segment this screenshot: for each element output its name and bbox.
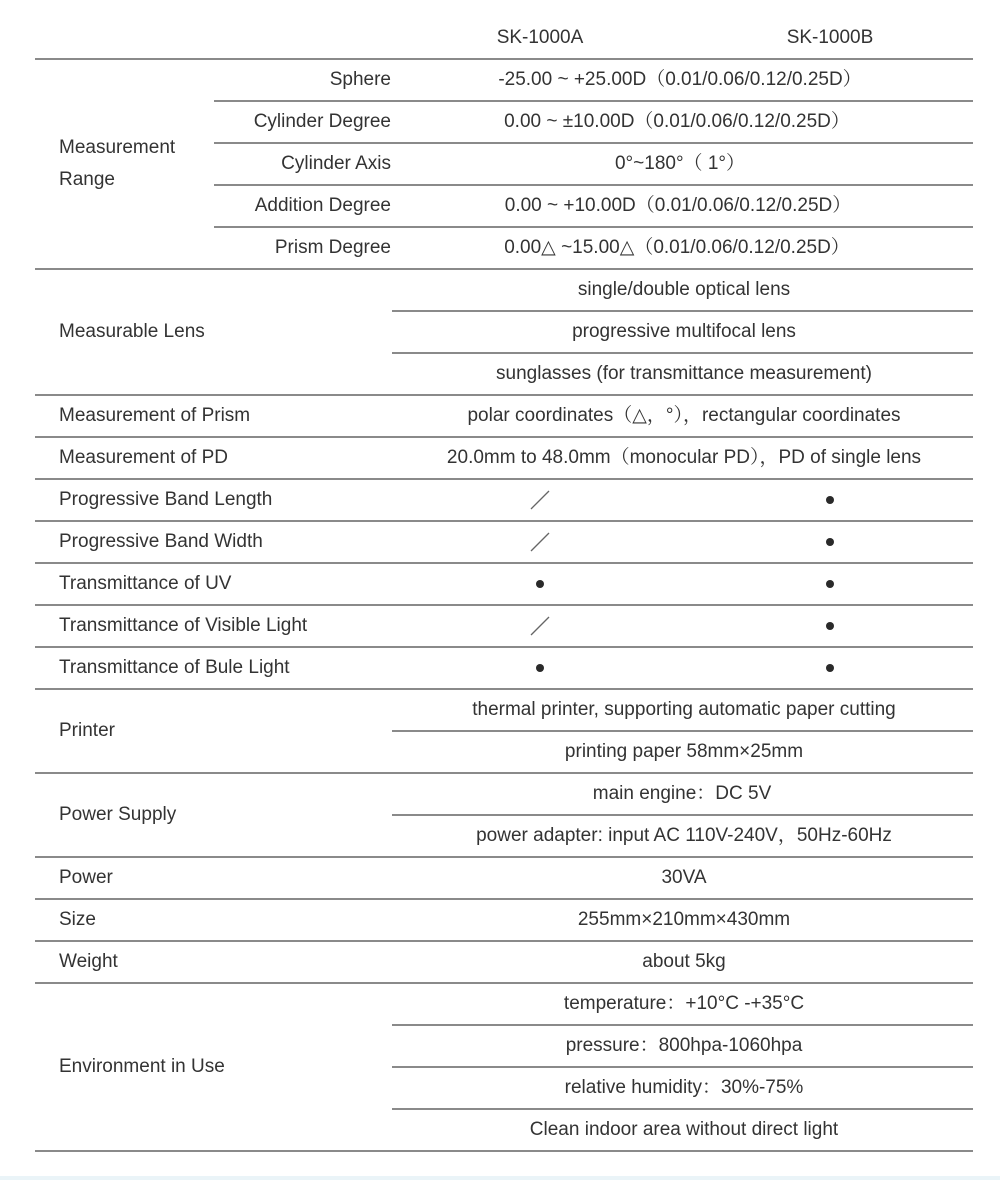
filled-dot-icon xyxy=(826,496,834,504)
rule xyxy=(392,1066,973,1068)
feature-label: Transmittance of Bule Light xyxy=(59,657,290,678)
rule xyxy=(392,814,973,816)
feature-label: Transmittance of UV xyxy=(59,573,232,594)
weight-label: Weight xyxy=(59,951,118,972)
rule xyxy=(35,856,973,858)
prism-value: polar coordinates（△，°），rectangular coordinates xyxy=(467,405,901,426)
value-sphere: -25.00 ~ +25.00D（0.01/0.06/0.12/0.25D） xyxy=(498,69,862,90)
rule xyxy=(392,352,973,354)
pd-label: Measurement of PD xyxy=(59,447,228,468)
filled-dot-icon xyxy=(826,538,834,546)
filled-dot-icon xyxy=(826,580,834,588)
rule xyxy=(214,142,973,144)
feature-label: Progressive Band Width xyxy=(59,531,263,552)
feature-label: Progressive Band Length xyxy=(59,489,273,510)
pd-value: 20.0mm to 48.0mm（monocular PD），PD of single lens xyxy=(446,447,922,468)
rule xyxy=(35,898,973,900)
param-addition-degree: Addition Degree xyxy=(254,195,391,216)
slash-icon xyxy=(528,488,552,512)
weight-value: about 5kg xyxy=(642,951,726,972)
rule xyxy=(35,688,973,690)
slash-icon xyxy=(528,530,552,554)
slash-icon xyxy=(528,614,552,638)
rule xyxy=(35,478,973,480)
filled-dot-icon xyxy=(536,580,544,588)
power-value: 30VA xyxy=(661,867,707,888)
rule xyxy=(214,226,973,228)
header-model-b: SK-1000B xyxy=(786,27,874,48)
power-supply-value: main engine：DC 5V xyxy=(592,783,772,804)
environment-value: Clean indoor area without direct light xyxy=(529,1119,839,1140)
printer-label: Printer xyxy=(59,720,115,741)
filled-dot-icon xyxy=(536,664,544,672)
rule xyxy=(214,184,973,186)
filled-dot-icon xyxy=(826,622,834,630)
rule xyxy=(392,1024,973,1026)
measurable-lens-value: sunglasses (for transmittance measurement) xyxy=(496,363,872,384)
rule xyxy=(35,58,973,60)
measurement-range-label: Measurement Range xyxy=(59,137,176,190)
rule xyxy=(35,268,973,270)
measurable-lens-label: Measurable Lens xyxy=(59,321,205,342)
rule xyxy=(35,982,973,984)
environment-value: pressure：800hpa-1060hpa xyxy=(565,1035,803,1056)
measurable-lens-value: progressive multifocal lens xyxy=(572,321,796,342)
value-prism-degree: 0.00△ ~15.00△（0.01/0.06/0.12/0.25D） xyxy=(504,237,850,258)
value-addition-degree: 0.00 ~ +10.00D（0.01/0.06/0.12/0.25D） xyxy=(504,195,852,216)
rule xyxy=(35,772,973,774)
param-sphere: Sphere xyxy=(329,69,391,90)
environment-value: temperature：+10°C -+35°C xyxy=(563,993,805,1014)
rule xyxy=(392,1108,973,1110)
environment-value: relative humidity：30%-75% xyxy=(564,1077,804,1098)
rule xyxy=(35,394,973,396)
rule xyxy=(35,940,973,942)
size-value: 255mm×210mm×430mm xyxy=(577,909,791,930)
power-supply-value: power adapter: input AC 110V-240V，50Hz-60Hz xyxy=(476,825,892,846)
rule xyxy=(35,436,973,438)
param-prism-degree: Prism Degree xyxy=(274,237,391,258)
rule xyxy=(392,310,973,312)
rule xyxy=(35,562,973,564)
measurable-lens-value: single/double optical lens xyxy=(577,279,791,300)
printer-value: thermal printer, supporting automatic paper cutting xyxy=(472,699,896,720)
param-cylinder-axis: Cylinder Axis xyxy=(281,153,391,174)
header-model-a: SK-1000A xyxy=(496,27,584,48)
feature-label: Transmittance of Visible Light xyxy=(59,615,308,636)
filled-dot-icon xyxy=(826,664,834,672)
prism-label: Measurement of Prism xyxy=(59,405,251,426)
value-cylinder-degree: 0.00 ~ ±10.00D（0.01/0.06/0.12/0.25D） xyxy=(504,111,850,132)
rule xyxy=(35,520,973,522)
environment-label: Environment in Use xyxy=(59,1056,225,1077)
param-cylinder-degree: Cylinder Degree xyxy=(253,111,391,132)
rule xyxy=(214,100,973,102)
rule xyxy=(35,604,973,606)
rule xyxy=(35,646,973,648)
printer-value: printing paper 58mm×25mm xyxy=(564,741,804,762)
power-supply-label: Power Supply xyxy=(59,804,177,825)
size-label: Size xyxy=(59,909,96,930)
bottom-strip xyxy=(0,1176,1000,1180)
rule xyxy=(35,1150,973,1152)
rule xyxy=(392,730,973,732)
value-cylinder-axis: 0°~180°（ 1°） xyxy=(614,153,746,174)
power-label: Power xyxy=(59,867,113,888)
